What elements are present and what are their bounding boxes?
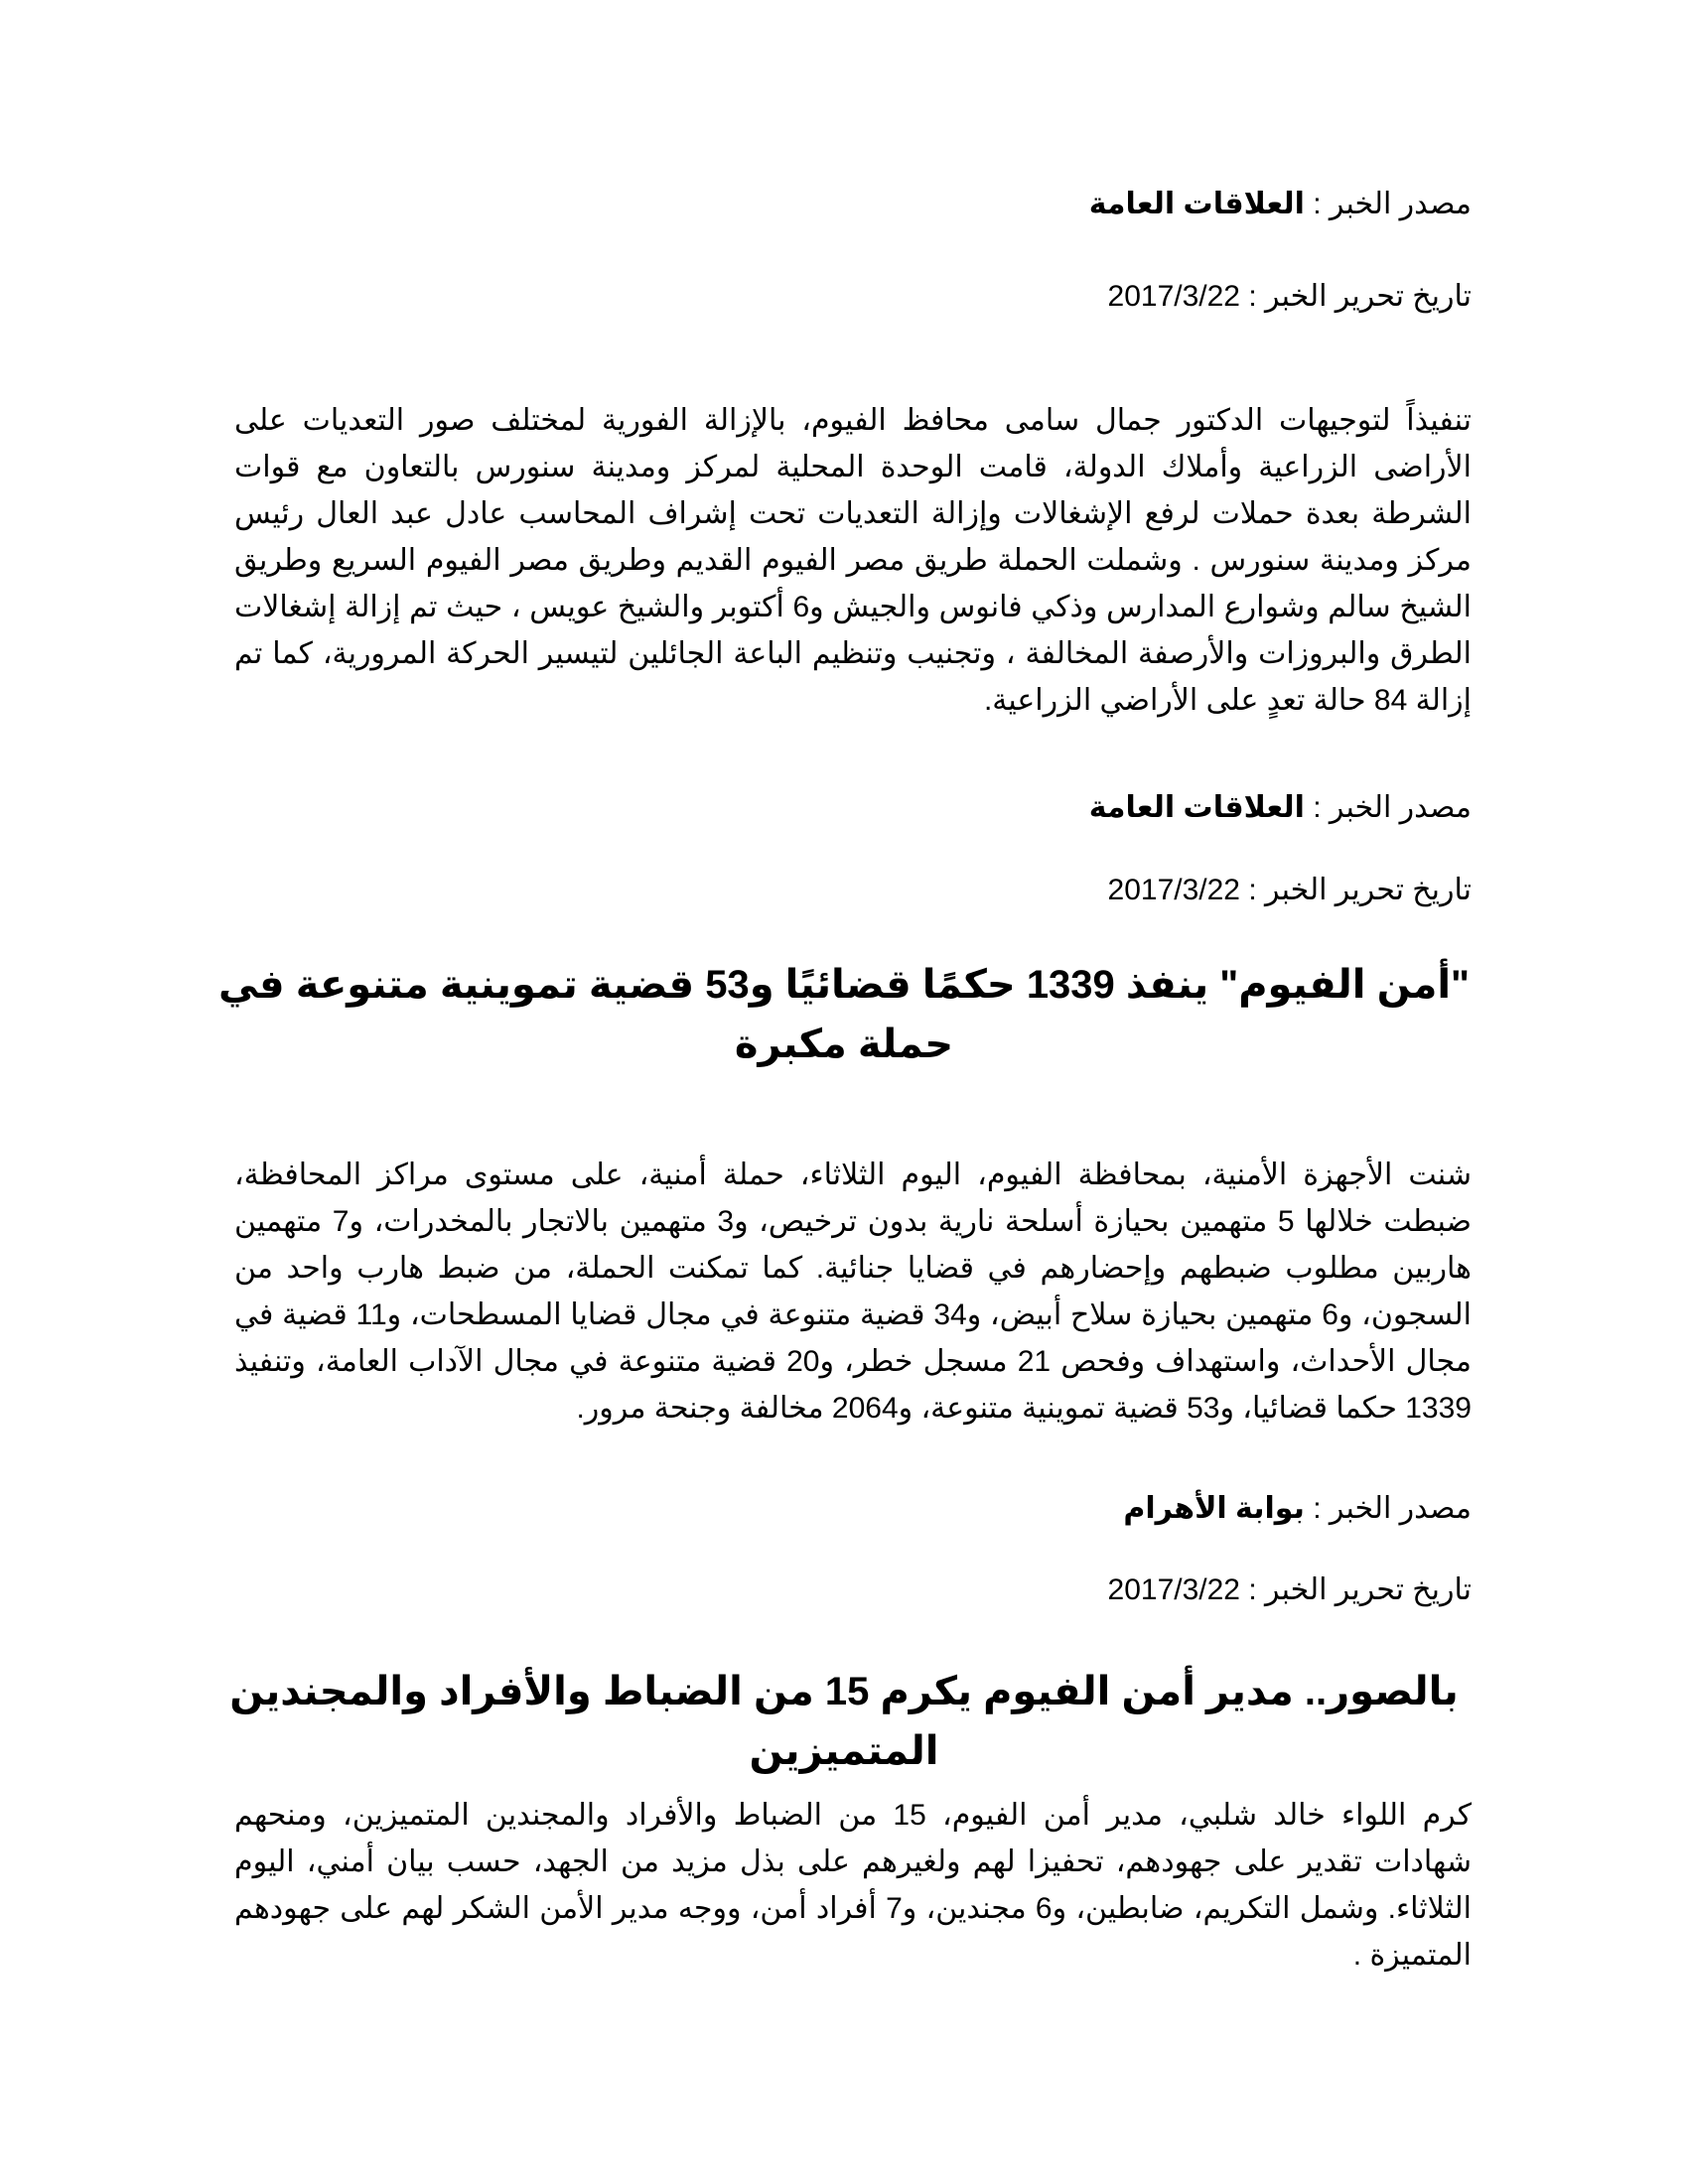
article-body-3: كرم اللواء خالد شلبي، مدير أمن الفيوم، 15 من الضباط والأفراد والمجندين المتميزين، ومنحهم شهادات تقدير على جهودهم، تحفيزا لهم ولغيرهم على بذل مزيد من الجهد، حسب بيان أمني، اليوم الثلاثاء. وشمل التكريم، ضابطين، و6 مجندين، و7 أفراد أمن، ووجه مدير الأمن الشكر لهم على جهودهم المتميزة . <box>234 1799 1473 1972</box>
news-source-label: مصدر الخبر : <box>1313 188 1472 220</box>
news-date-line <box>1108 873 1472 908</box>
news-source-label: مصدر الخبر : <box>1313 791 1472 824</box>
news-date-label: تاريخ تحرير الخبر : <box>1248 874 1472 906</box>
news-source-label: مصدر الخبر : <box>1313 1492 1472 1525</box>
news-date-line <box>1108 1572 1472 1608</box>
news-date-label: تاريخ تحرير الخبر : <box>1248 280 1472 313</box>
news-source-value: العلاقات العامة <box>1088 188 1305 220</box>
news-date-line <box>1108 279 1472 315</box>
news-source-line <box>1089 187 1472 222</box>
article-body-1: تنفيذاً لتوجيهات الدكتور جمال سامى محافظ الفيوم، بالإزالة الفورية لمختلف صور التعديات على الأراضى الزراعية وأملاك الدولة، قامت الوحدة المحلية لمركز ومدينة سنورس بالتعاون مع قوات الشرطة بعدة حملات لرفع الإشغالات وإزالة التعديات تحت إشراف المحاسب عادل عبد العال رئيس مركز ومدينة سنورس . وشملت الحملة طريق مصر الفيوم القديم وطريق مصر الفيوم السريع وطريق الشيخ سالم وشوارع المدارس وذكي فانوس والجيش و6 أكتوبر والشيخ عويس ، حيث تم إزالة إشغالات الطرق والبروزات والأرصفة المخالفة ، وتجنيب وتنظيم الباعة الجائلين لتيسير الحركة المرورية، كما تم إزالة 84 حالة تعدٍ على الأراضي الزراعية. <box>234 404 1472 717</box>
news-date-value: 2017/3/22 <box>1107 280 1240 313</box>
news-source-line <box>1123 1491 1472 1527</box>
news-source-line <box>1089 790 1472 826</box>
news-date-label: تاريخ تحرير الخبر : <box>1248 1573 1472 1606</box>
news-date-value: 2017/3/22 <box>1107 1573 1240 1606</box>
article-body-2: شنت الأجهزة الأمنية، بمحافظة الفيوم، اليوم الثلاثاء، حملة أمنية، على مستوى مراكز المحافظة، ضبطت خلالها 5 متهمين بحيازة أسلحة نارية بدون ترخيص، و3 متهمين بالاتجار بالمخدرات، و7 متهمين هاربين مطلوب ضبطهم وإحضارهم في قضايا جنائية. كما تمكنت الحملة، من ضبط هارب واحد من السجون، و6 متهمين بحيازة سلاح أبيض، و34 قضية متنوعة في مجال قضايا المسطحات، و11 قضية في مجال الأحداث، واستهداف وفحص 21 مسجل خطر، و20 قضية متنوعة في مجال الآداب العامة، وتنفيذ 1339 حكما قضائيا، و53 قضية تموينية متنوعة، و2064 مخالفة وجنحة مرور. <box>234 1159 1472 1425</box>
news-date-value: 2017/3/22 <box>1107 874 1240 906</box>
article-headline-2: "أمن الفيوم" ينفذ 1339 حكمًا قضائيًا و53 قضية تموينية متنوعة في حملة مكبرة <box>217 963 1471 1066</box>
news-source-value: العلاقات العامة <box>1088 791 1305 824</box>
news-source-value: بوابة الأهرام <box>1123 1492 1305 1525</box>
article-headline-3: بالصور.. مدير أمن الفيوم يكرم 15 من الضباط والأفراد والمجندين المتميزين <box>229 1670 1459 1773</box>
